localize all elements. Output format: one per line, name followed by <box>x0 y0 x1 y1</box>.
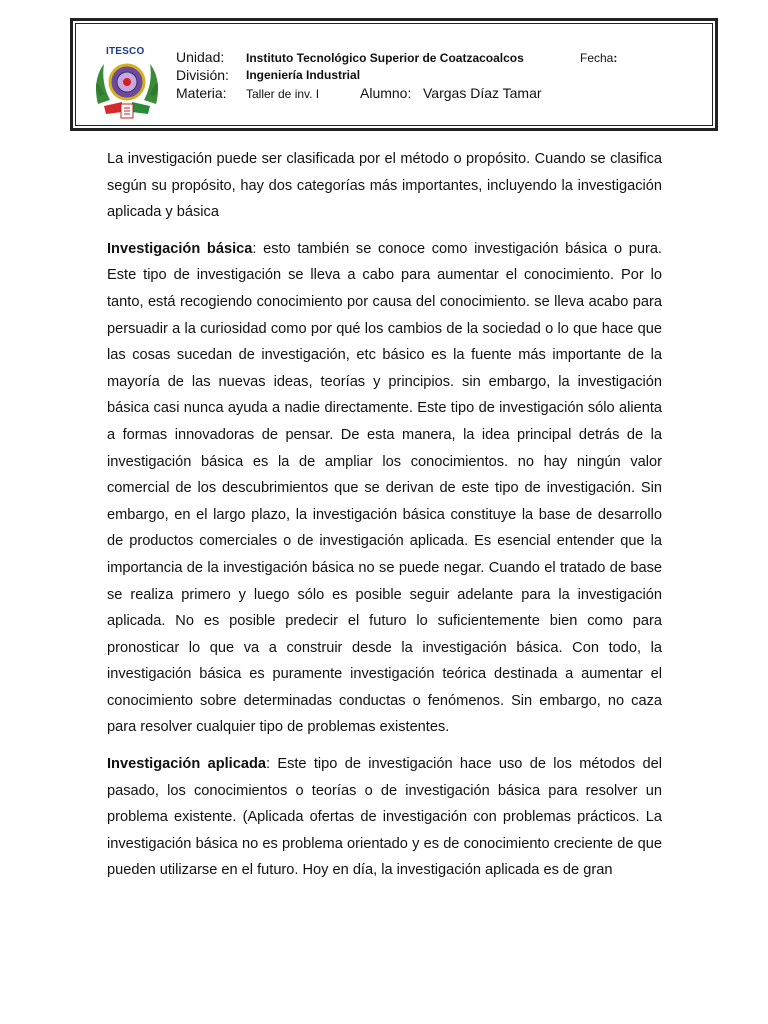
alumno-value: Vargas Díaz Tamar <box>423 85 542 101</box>
document-header <box>70 18 718 131</box>
document-body <box>107 146 662 894</box>
unidad-label: Unidad: <box>176 49 225 65</box>
basica-term: Investigación básica <box>107 240 253 257</box>
division-label: División: <box>176 67 229 83</box>
materia-value: Taller de inv. I <box>246 87 320 101</box>
aplicada-term: Investigación aplicada <box>107 756 266 773</box>
basica-text: : esto también se conoce como investigación básica o pura. Este tipo de investigación se lleva a cabo para aumentar el conocimiento. Por lo tanto, está recogiendo conocimiento por causa del conocimiento. se lleva acabo para persuadir a la curiosidad como por qué los cambios de la sociedad o lo que hace que las cosas sucedan de investigación, etc básico es la fuente más importante de la mayoría de las nuevas ideas, teorías y principios. sin embargo, la investigación básica casi nunca ayuda a nadie directamente. Este tipo de investigación sólo alienta a formas innovadoras de pensar. De esta manera, la idea principal detrás de la investigación básica es la de ampliar los conocimientos. no hay ningún valor comercial de los descubrimientos que se derivan de este tipo de investigación. Sin embargo, en el largo plazo, la investigación básica constituye la base de desarrollo de productos comerciales o de investigación aplicada. Es esencial entender que la importancia de la investigación básica no se puede negar. Cuando el tratado de base se realiza primero y luego sólo es posible seguir adelante para la investigación aplicada. No es posible predecir el futuro lo suficientemente bien como para pronosticar lo que va a construir desde la investigación básica. Con todo, la investigación básica es puramente investigación teórica destinada a aumentar el conocimiento sobre determinadas conductas o fenómenos. Sin embargo, no caza para resolver cualquier tipo de problemas existentes. <box>107 240 662 736</box>
materia-label: Materia: <box>176 85 227 101</box>
intro-paragraph: La investigación puede ser clasificada por el método o propósito. Cuando se clasifica según su propósito, hay dos categorías más importantes, incluyendo la investigación aplicada y básica <box>107 151 662 221</box>
aplicada-paragraph <box>107 751 662 884</box>
alumno-label: Alumno: <box>360 85 412 101</box>
division-value: Ingeniería Industrial <box>246 68 361 82</box>
aplicada-text: : Este tipo de investigación hace uso de los métodos del pasado, los conocimientos o teorías o de investigación básica para resolver un problema existente. (Aplicada ofertas de investigación con problemas prácticos. La investigación básica no es problema orientado y es de conocimiento creciente de que pueden utilizarse en el futuro. Hoy en día, la investigación aplicada es de gran <box>107 756 662 879</box>
document-header-inner <box>75 23 713 126</box>
fecha-label: Fecha: <box>580 51 618 65</box>
basica-paragraph <box>107 236 662 741</box>
logo-label: ITESCO <box>106 46 145 57</box>
unidad-value: Instituto Tecnológico Superior de Coatzacoalcos <box>246 51 524 65</box>
